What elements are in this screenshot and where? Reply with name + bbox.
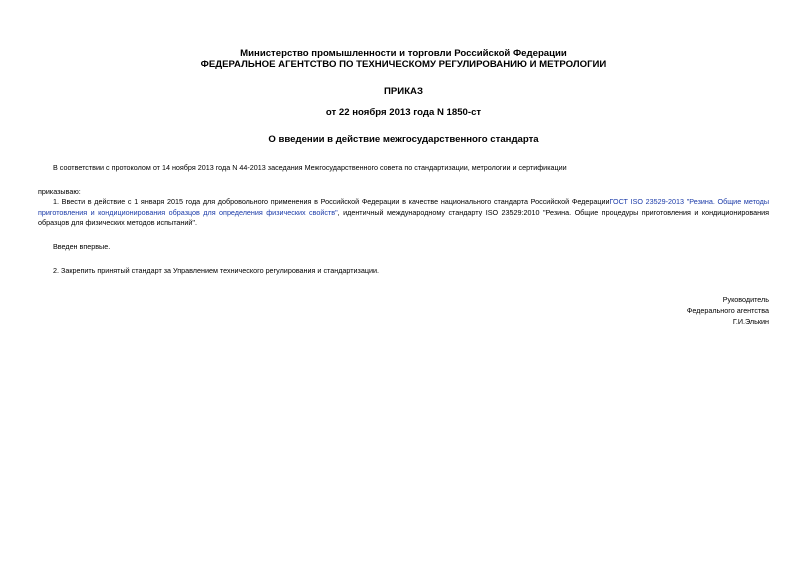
standard-link[interactable]: ГОСТ ISO 23529-2013 "Резина. Общие методы приготовления и кондиционирования образцов для определения физических свойств" — [38, 197, 769, 217]
document-body — [38, 163, 769, 276]
signature-block — [687, 294, 769, 327]
signature-position-line2: Федерального агентства — [686, 306, 769, 315]
signature-name: Г.И.Элькин — [732, 317, 769, 326]
signature-position-line1: Руководитель — [722, 295, 769, 304]
order-date-number: от 22 ноября 2013 года N 1850-ст — [325, 107, 482, 118]
item-1-paragraph — [38, 197, 769, 228]
item-2-paragraph: 2. Закрепить принятый стандарт за Управлением технического регулирования и стандартизации. — [53, 266, 379, 276]
order-title: ПРИКАЗ — [384, 86, 423, 97]
document-header — [38, 48, 769, 70]
order-subject: О введении в действие межгосударственного стандарта — [268, 134, 539, 145]
preamble-paragraph: В соответствии с протоколом от 14 ноября 2013 года N 44-2013 заседания Межгосударственного совета по стандартизации, метрологии и сертификации — [53, 163, 567, 172]
agency-name: ФЕДЕРАЛЬНОЕ АГЕНТСТВО ПО ТЕХНИЧЕСКОМУ РЕГУЛИРОВАНИЮ И МЕТРОЛОГИИ — [200, 59, 607, 70]
orders-word: приказываю: — [38, 187, 81, 197]
item-1-prefix: 1. Ввести в действие с 1 января 2015 года для добровольного применения в Российской Федерации в качестве национального стандарта Российской Федерации — [53, 197, 610, 207]
item-1-suffix: , идентичный международному стандарту ISO 23529:2010 "Резина. Общие процедуры приготовления и кондиционирования образцов для физических методов испытаний". — [38, 207, 769, 227]
ministry-name: Министерство промышленности и торговли Российской Федерации — [240, 48, 567, 59]
first-time-note: Введен впервые. — [53, 242, 111, 252]
